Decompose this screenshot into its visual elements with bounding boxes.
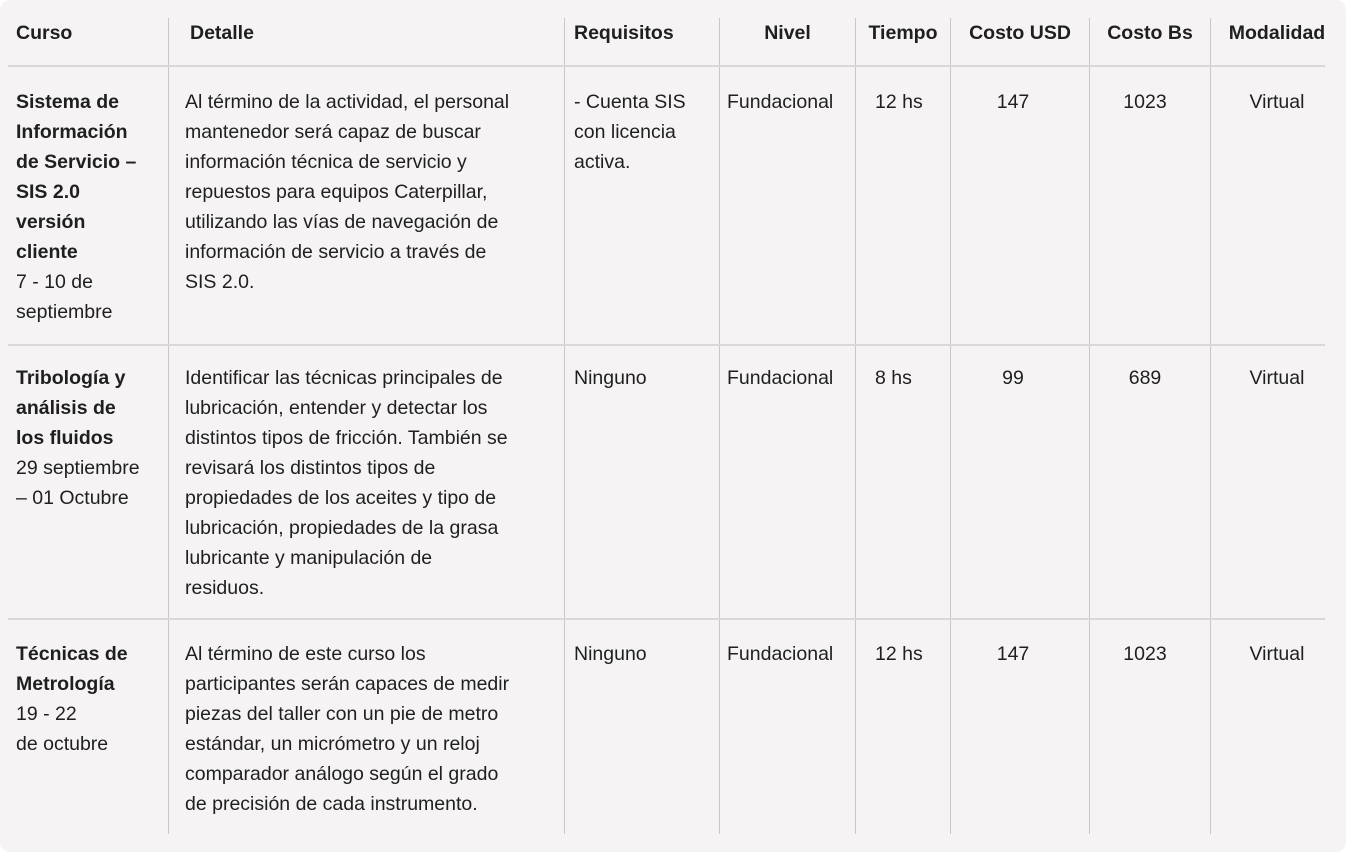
modality-cell: Virtual (1249, 91, 1305, 113)
column-divider (168, 18, 169, 834)
detail-line: participantes serán capaces de medir (185, 673, 510, 695)
course-dates-line: de octubre (16, 733, 109, 755)
time-cell: 12 hs (875, 91, 923, 113)
detail-line: utilizando las vías de navegación de (185, 211, 499, 233)
detail-line: comparador análogo según el grado (185, 763, 499, 785)
course-title-line: Metrología (16, 673, 115, 695)
cost-usd-cell: 147 (996, 91, 1030, 113)
requirements-line: - Cuenta SIS (574, 91, 686, 113)
cost-usd-cell: 147 (996, 643, 1030, 665)
course-dates-line: 29 septiembre (16, 457, 140, 479)
course-title-line: versión (16, 211, 86, 233)
cost-usd-cell: 99 (1002, 367, 1024, 389)
course-title-line: SIS 2.0 (16, 181, 80, 203)
header-curso: Curso (16, 22, 73, 44)
course-dates-line: 7 - 10 de (16, 271, 93, 293)
time-cell: 8 hs (875, 367, 912, 389)
column-divider (719, 18, 720, 834)
header-nivel: Nivel (764, 22, 811, 44)
requirements-line: Ninguno (574, 643, 647, 665)
course-dates-line: – 01 Octubre (16, 487, 129, 509)
header-costo-bs: Costo Bs (1107, 22, 1193, 44)
detail-line: propiedades de los aceites y tipo de (185, 487, 497, 509)
detail-line: piezas del taller con un pie de metro (185, 703, 499, 725)
header-modalidad: Modalidad (1228, 22, 1326, 44)
detail-line: revisará los distintos tipos de (185, 457, 436, 479)
cost-bs-cell: 1023 (1123, 643, 1167, 665)
header-requisitos: Requisitos (574, 22, 674, 44)
requirements-line: con licencia (574, 121, 676, 143)
column-divider (1089, 18, 1090, 834)
course-title-line: Información (16, 121, 128, 143)
course-title-line: Tribología y (16, 367, 126, 389)
course-title-line: Técnicas de (16, 643, 128, 665)
level-cell: Fundacional (727, 91, 834, 113)
requirements-line: Ninguno (574, 367, 647, 389)
row-divider (8, 344, 1325, 346)
column-divider (855, 18, 856, 834)
detail-line: información de servicio a través de (185, 241, 487, 263)
course-title-line: de Servicio – (16, 151, 137, 173)
detail-line: SIS 2.0. (185, 271, 255, 293)
detail-line: mantenedor será capaz de buscar (185, 121, 481, 143)
course-dates-line: septiembre (16, 301, 113, 323)
cost-bs-cell: 1023 (1123, 91, 1167, 113)
row-divider (8, 65, 1325, 67)
detail-line: residuos. (185, 577, 265, 599)
detail-line: repuestos para equipos Caterpillar, (185, 181, 488, 203)
detail-line: lubricación, propiedades de la grasa (185, 517, 499, 539)
detail-line: lubricación, entender y detectar los (185, 397, 488, 419)
course-title-line: Sistema de (16, 91, 119, 113)
cost-bs-cell: 689 (1128, 367, 1162, 389)
detail-line: Al término de la actividad, el personal (185, 91, 510, 113)
course-dates-line: 19 - 22 (16, 703, 77, 725)
detail-line: información técnica de servicio y (185, 151, 467, 173)
time-cell: 12 hs (875, 643, 923, 665)
detail-line: estándar, un micrómetro y un reloj (185, 733, 480, 755)
column-divider (950, 18, 951, 834)
header-costo-usd: Costo USD (969, 22, 1071, 44)
level-cell: Fundacional (727, 367, 834, 389)
course-title-line: análisis de (16, 397, 116, 419)
column-divider (1210, 18, 1211, 834)
detail-line: lubricante y manipulación de (185, 547, 433, 569)
detail-line: distintos tipos de fricción. También se (185, 427, 508, 449)
detail-line: de precisión de cada instrumento. (185, 793, 478, 815)
column-divider (564, 18, 565, 834)
modality-cell: Virtual (1249, 643, 1305, 665)
row-divider (8, 618, 1325, 620)
detail-line: Al término de este curso los (185, 643, 426, 665)
detail-line: Identificar las técnicas principales de (185, 367, 503, 389)
header-detalle: Detalle (190, 22, 254, 44)
header-tiempo: Tiempo (868, 22, 938, 44)
level-cell: Fundacional (727, 643, 834, 665)
course-title-line: los fluidos (16, 427, 114, 449)
course-title-line: cliente (16, 241, 78, 263)
requirements-line: activa. (574, 151, 631, 173)
modality-cell: Virtual (1249, 367, 1305, 389)
